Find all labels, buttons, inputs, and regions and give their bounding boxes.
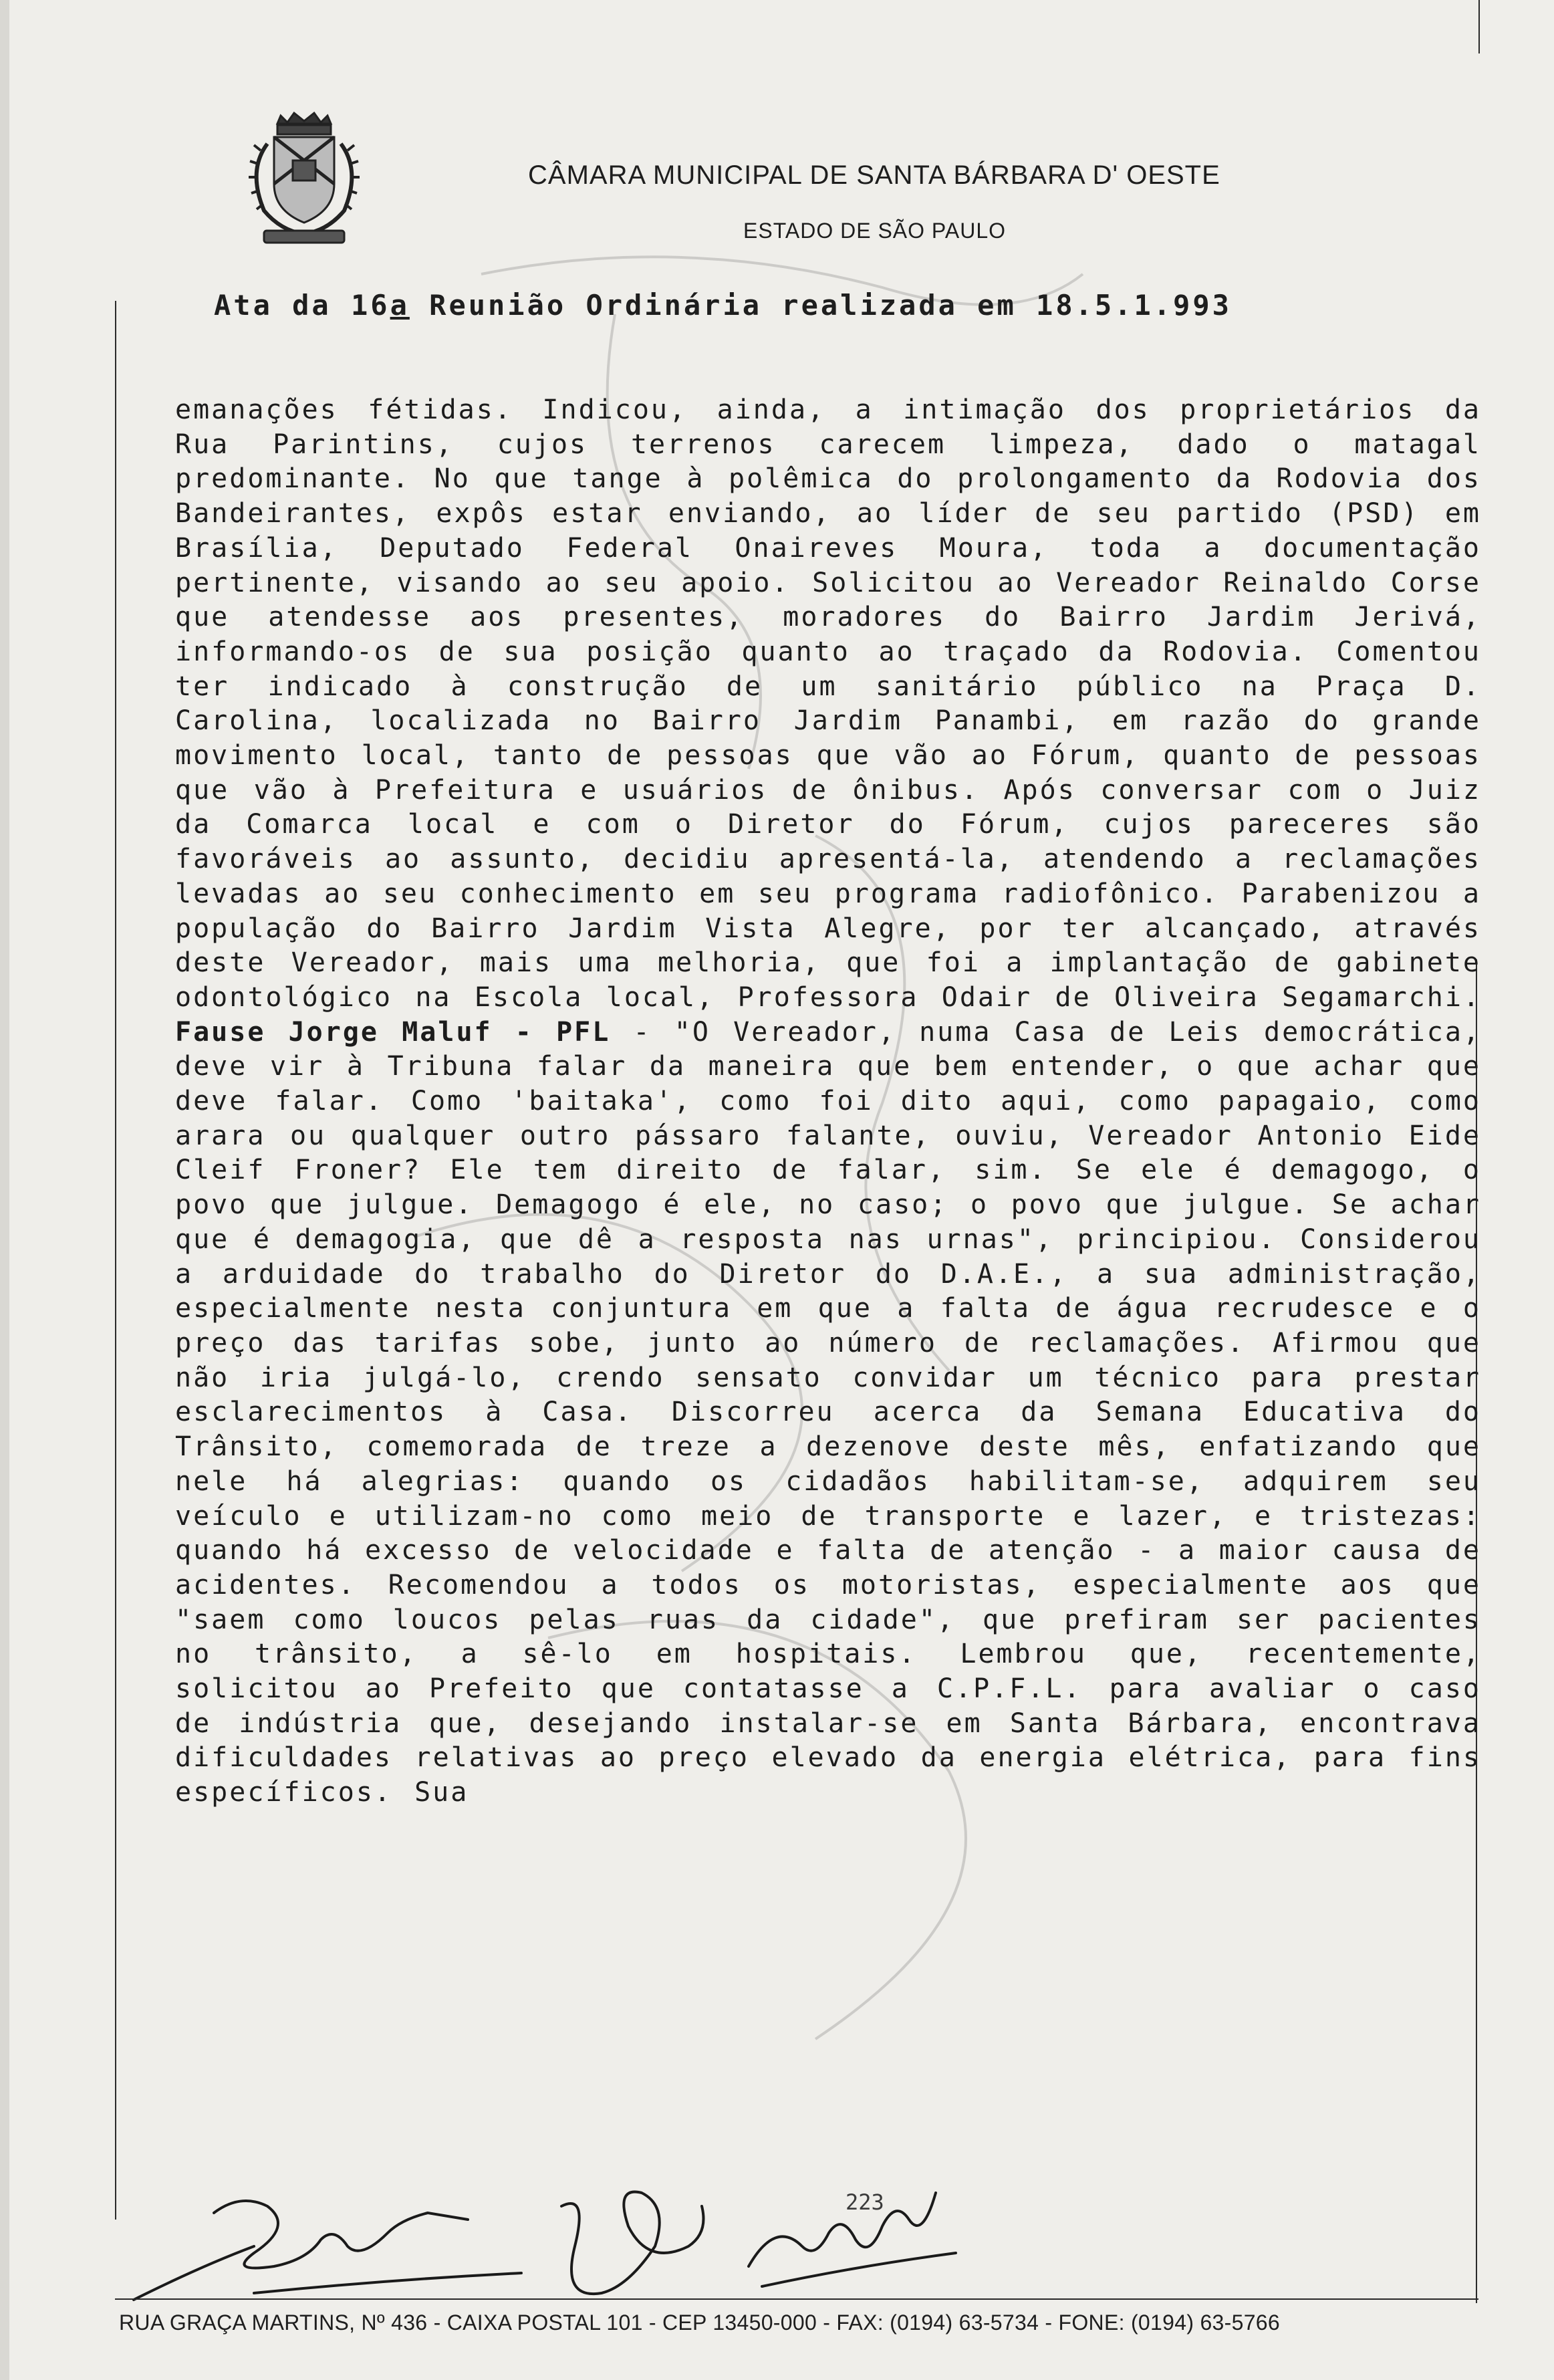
title-ordinal: a	[390, 289, 410, 322]
signatures	[120, 2166, 989, 2313]
title-prefix: Ata da 16	[214, 289, 390, 322]
footer-address: RUA GRAÇA MARTINS, Nº 436 - CAIXA POSTAL 101 - CEP 13450-000 - FAX: (0194) 63-5734 - FONE: (0194) 63-5766	[119, 2310, 1280, 2335]
page-number: 223	[846, 2189, 884, 2215]
municipal-coat-of-arms-icon	[241, 110, 368, 251]
speaker-name: Fause Jorge Maluf - PFL	[175, 1016, 611, 1048]
body-part-1: emanações fétidas. Indicou, ainda, a intimação dos proprietários da Rua Parintins, cujos terrenos carecem limpeza, dado o matagal predominante. No que tange à polêmica do prolongamento da Rodovia dos Bandeirantes, expôs estar enviando, ao líder de seu partido (PSD) em Brasília, Deputado Federal Onaireves Moura, toda a documentação pertinente, visando ao seu apoio. Solicitou ao Vereador Reinaldo Corse que atendesse aos presentes, moradores do Bairro Jardim Jerivá, informando-os de sua posição quanto ao traçado da Rodovia. Comentou ter indicado à construção de um sanitário público na Praça D. Carolina, localizada no Bairro Jardim Panambi, em razão do grande movimento local, tanto de pessoas que vão ao Fórum, quanto de pessoas que vão à Prefeitura e usuários de ônibus. Após conversar com o Juiz da Comarca local e com o Diretor do Fórum, cujos pareceres são favoráveis ao assunto, decidiu apresentá-la, atendendo a reclamações levadas ao seu conhecimento em seu programa radiofônico. Parabenizou a população do Bairro Jardim Vista Alegre, por ter alcançado, através deste Vereador, mais uma melhoria, que foi a implantação de gabinete odontológico na Escola local, Professora Odair de Oliveira Segamarchi.	[175, 394, 1481, 1013]
body-part-2: - "O Vereador, numa Casa de Leis democrática, deve vir à Tribuna falar da maneira que bem entender, o que achar que deve falar. Como 'baitaka', como foi dito aqui, como papagaio, como arara ou qualquer outro pássaro falante, ouviu, Vereador Antonio Eide Cleif Froner? Ele tem direito de falar, sim. Se ele é demagogo, o povo que julgue. Demagogo é ele, no caso; o povo que julgue. Se achar que é demagogia, que dê a resposta nas urnas", principiou. Considerou a arduidade do trabalho do Diretor do D.A.E., a sua administração, especialmente nesta conjuntura em que a falta de água recrudesce e o preço das tarifas sobe, junto ao número de reclamações. Afirmou que não iria julgá-lo, crendo sensato convidar um técnico para prestar esclarecimentos à Casa. Discorreu acerca da Semana Educativa do Trânsito, comemorada de treze a dezenove deste mês, enfatizando que nele há alegrias: quando os cidadãos habilitam-se, adquirem seu veículo e utilizam-no como meio de transporte e lazer, e tristezas: quando há excesso de velocidade e falta de atenção - a maior causa de acidentes. Recomendou a todos os motoristas, especialmente aos que "saem como loucos pelas ruas da cidade", que prefiram ser pacientes no trânsito, a sê-lo em hospitais. Lembrou que, recentemente, solicitou ao Prefeito que contatasse a C.P.F.L. para avaliar o caso de indústria que, desejando instalar-se em Santa Bárbara, encontrava dificuldades relativas ao preço elevado da energia elétrica, para fins específicos. Sua	[175, 1016, 1482, 1808]
state-name: ESTADO DE SÃO PAULO	[743, 219, 1007, 243]
title-suffix: Reunião Ordinária realizada em 18.5.1.993	[409, 289, 1232, 322]
left-margin-rule	[115, 301, 116, 2220]
minutes-body	[175, 393, 1481, 1810]
footer-rule	[115, 2298, 1478, 2300]
page-edge	[0, 0, 9, 2380]
meeting-title	[214, 289, 1232, 322]
margin-rule-top	[1478, 0, 1480, 53]
institution-name: CÂMARA MUNICIPAL DE SANTA BÁRBARA D' OESTE	[528, 160, 1220, 190]
